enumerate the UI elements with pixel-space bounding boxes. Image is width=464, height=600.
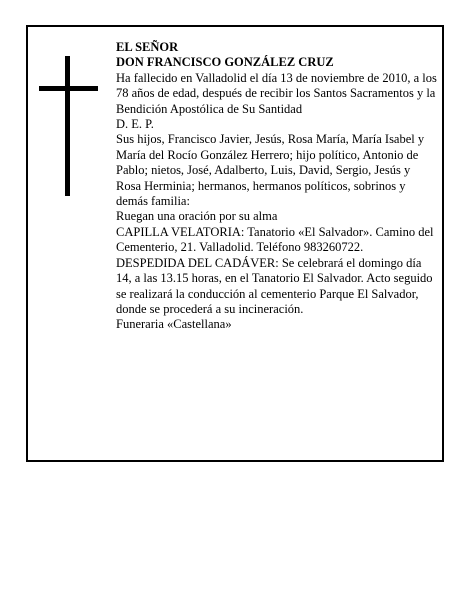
obituary-notice bbox=[26, 25, 444, 462]
family-list: Sus hijos, Francisco Javier, Jesús, Rosa María, María Isabel y María del Rocío González Herrero; hijo político, Antonio de Pablo; nietos, José, Adalberto, Luis, David, Sergio, Jesús y Rosa Herminia; hermanos, hermanos políticos, sobrinos y demás familia: bbox=[116, 132, 425, 209]
chapel-info: CAPILLA VELATORIA: Tanatorio «El Salvador». Camino del Cementerio, 21. Valladolid. Teléfono 983260722. bbox=[116, 224, 434, 255]
cross-icon-crossbar bbox=[39, 86, 98, 91]
cross-icon bbox=[65, 56, 70, 196]
funeral-home: Funeraria «Castellana» bbox=[116, 317, 232, 332]
title-line-1: EL SEÑOR bbox=[116, 40, 179, 54]
death-info: Ha fallecido en Valladolid el día 13 de noviembre de 2010, a los 78 años de edad, después de recibir los Santos Sacramentos y la Bendición Apostólica de Su Santidad bbox=[116, 70, 437, 116]
farewell-info: DESPEDIDA DEL CADÁVER: Se celebrará el domingo día 14, a las 13.15 horas, en el Tanatorio El Salvador. Acto seguido se realizará la conducción al cementerio Parque El Salvador, donde se procederá a su incineración. bbox=[116, 255, 433, 316]
deceased-name: DON FRANCISCO GONZÁLEZ CRUZ bbox=[116, 55, 334, 70]
dep-text: D. E. P. bbox=[116, 117, 154, 132]
prayer-request: Ruegan una oración por su alma bbox=[116, 209, 278, 224]
obituary-text bbox=[116, 40, 438, 333]
